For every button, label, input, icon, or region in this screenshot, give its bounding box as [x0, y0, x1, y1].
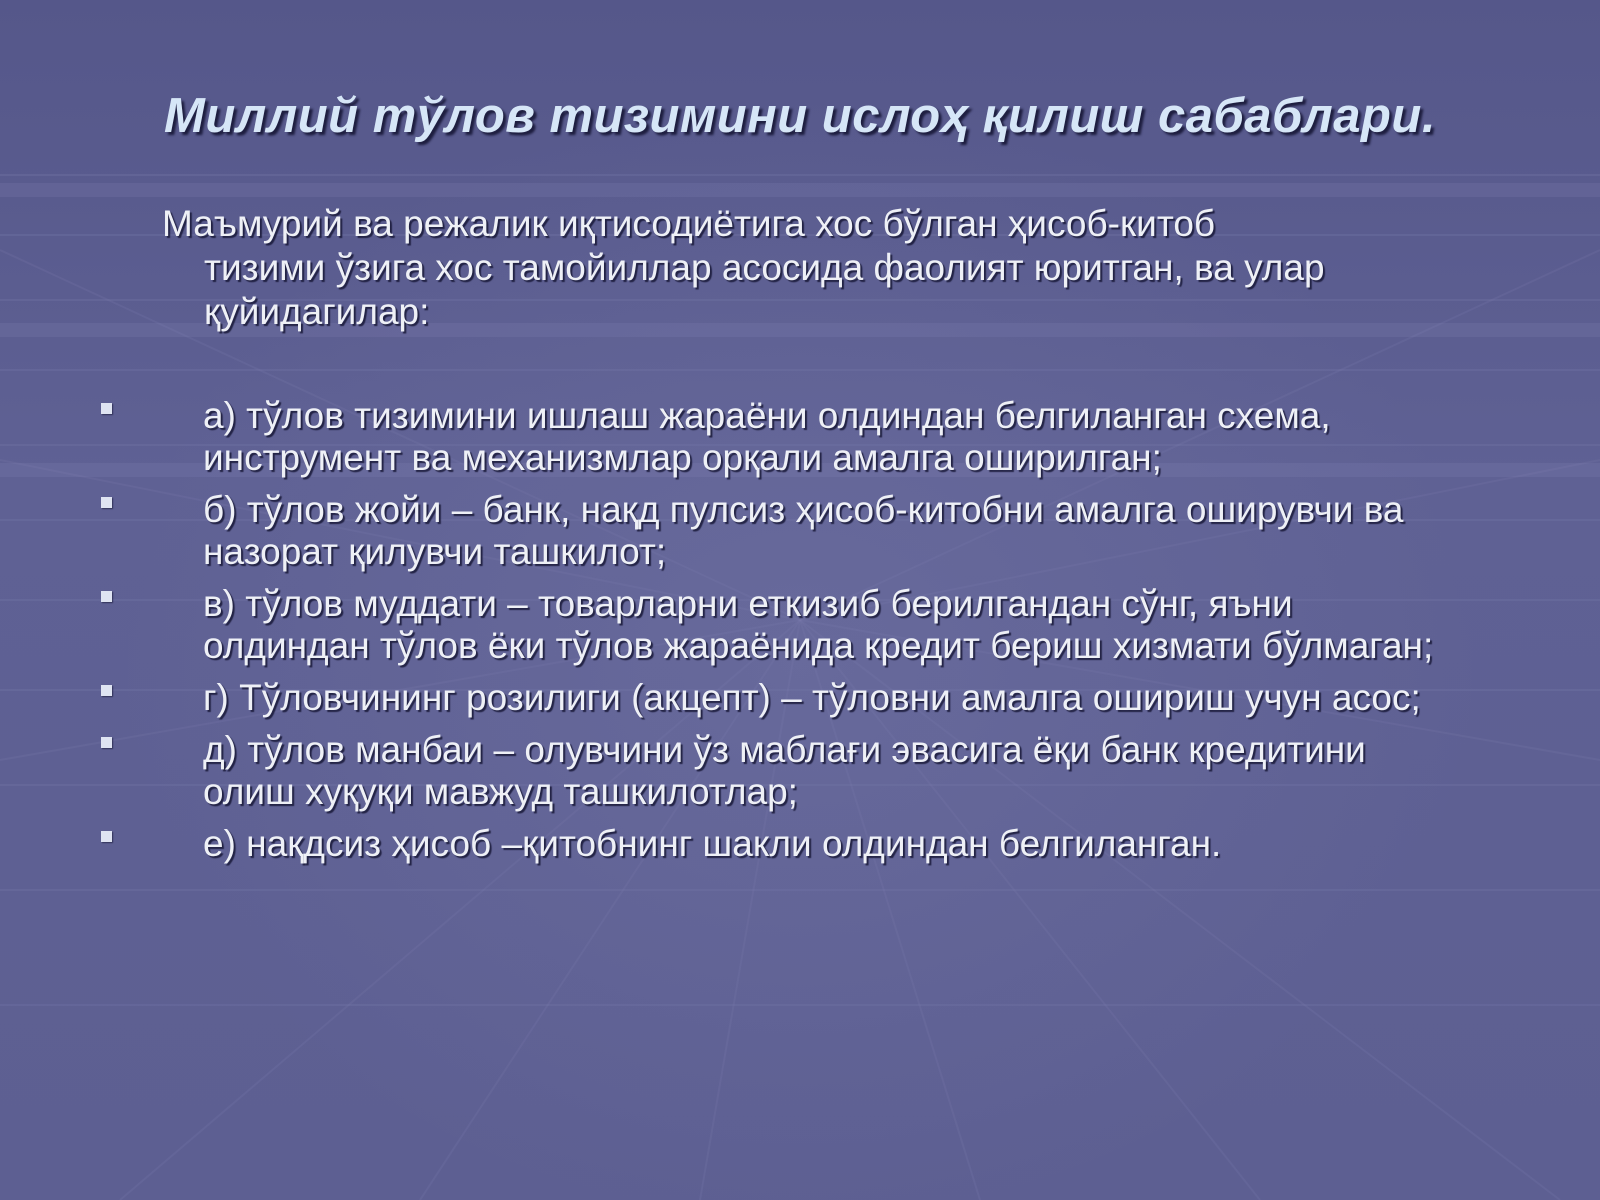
- list-item: [0, 583, 1463, 667]
- list-item-text: д) тўлов манбаи – олувчини ўз маблағи эвасига ёқи банк кредитини олиш хуқуқи мавжуд ташкилотлар;: [203, 729, 1366, 812]
- list-item: [0, 489, 1463, 573]
- square-bullet-icon: [101, 737, 112, 748]
- list-item: [0, 395, 1463, 479]
- intro-continuation: тизими ўзига хос тамойиллар асосида фаолият юритган, ва улар қуйидагилар:: [204, 247, 1325, 332]
- intro-paragraph: [162, 202, 1462, 334]
- square-bullet-icon: [101, 831, 112, 842]
- list-item-text: в) тўлов муддати – товарларни еткизиб берилгандан сўнг, яъни олдиндан тўлов ёки тўлов жараёнида кредит бериш хизмати бўлмаган;: [203, 583, 1434, 666]
- list-item-text: б) тўлов жойи – банк, нақд пулсиз ҳисоб-китобни амалга оширувчи ва назорат қилувчи ташкилот;: [203, 489, 1404, 572]
- list-item: [0, 823, 1463, 865]
- intro-line: Маъмурий ва режалик иқтисодиётига хос бўлган ҳисоб-китоб: [162, 203, 1216, 244]
- list-item: [0, 677, 1463, 719]
- list-item-text: е) нақдсиз ҳисоб –қитобнинг шакли олдиндан белгиланган.: [203, 823, 1222, 864]
- square-bullet-icon: [101, 685, 112, 696]
- square-bullet-icon: [101, 403, 112, 414]
- reasons-list: [0, 395, 1600, 875]
- list-item-text: г) Тўловчининг розилиги (акцепт) – тўловни амалга ошириш учун асос;: [203, 677, 1421, 718]
- list-item: [0, 729, 1463, 813]
- square-bullet-icon: [101, 497, 112, 508]
- square-bullet-icon: [101, 591, 112, 602]
- slide-title: Миллий тўлов тизимини ислоҳ қилиш сабаблари.: [164, 89, 1436, 143]
- list-item-text: а) тўлов тизимини ишлаш жараёни олдиндан белгиланган схема, инструмент ва механизмлар орқали амалга оширилган;: [203, 395, 1331, 478]
